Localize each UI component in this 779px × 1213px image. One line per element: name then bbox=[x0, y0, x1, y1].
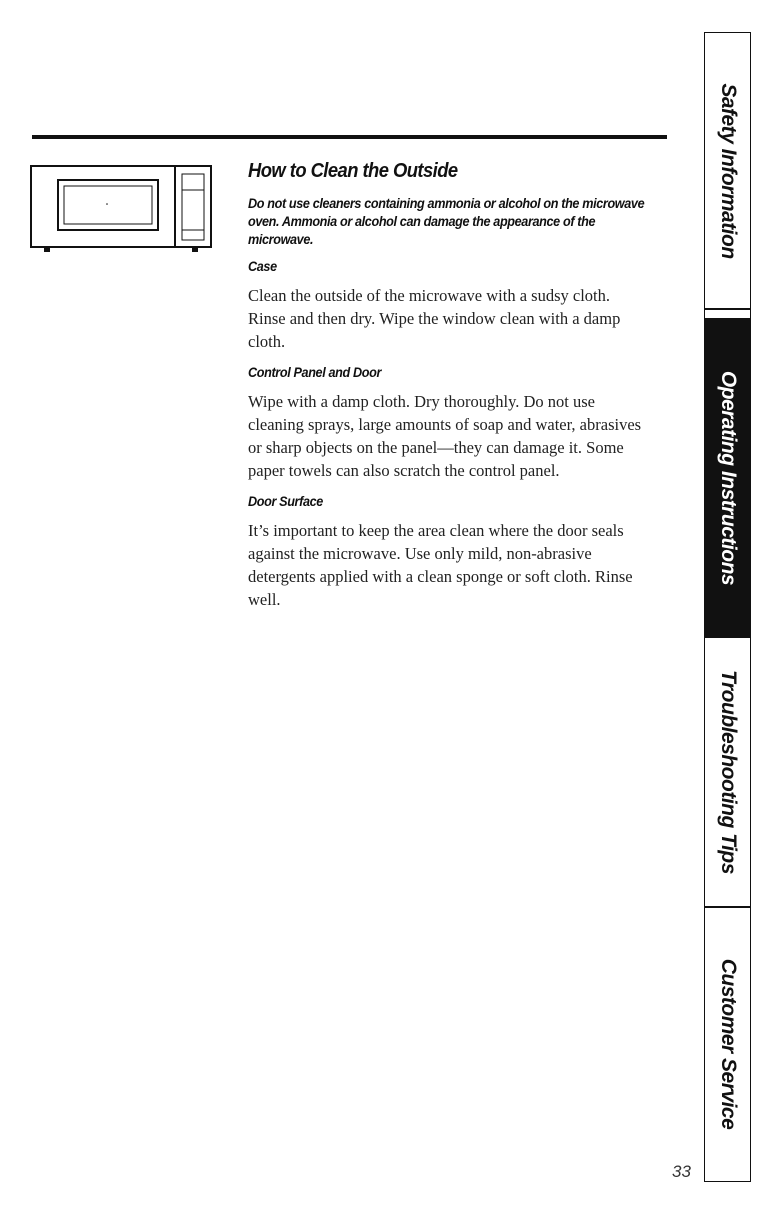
tab-label: Safety Information bbox=[716, 82, 740, 259]
subsection-door-surface bbox=[248, 494, 668, 611]
subsection-control-panel bbox=[248, 365, 668, 482]
section-title: How to Clean the Outside bbox=[248, 160, 458, 182]
microwave-oven-icon bbox=[26, 160, 216, 260]
subsection-case bbox=[248, 259, 668, 353]
tab-divider bbox=[705, 308, 750, 310]
subsection-text: It’s important to keep the area clean where the door seals against the microwave. Use only mild, non-abrasive detergents applied with a clean sponge or soft cloth. Rinse well. bbox=[248, 521, 633, 609]
section-rule bbox=[32, 135, 667, 139]
page-number: 33 bbox=[672, 1162, 691, 1181]
tab-label: Operating Instructions bbox=[716, 370, 740, 586]
subsection-text: Wipe with a damp cloth. Dry thoroughly. Do not use cleaning sprays, large amounts of soap and water, abrasives or sharp objects on the panel—they can damage it. Some paper towels can also scratch the control panel. bbox=[248, 392, 642, 480]
tab-label: Customer Service bbox=[716, 958, 740, 1130]
main-content bbox=[248, 160, 668, 623]
ammonia-warning: Do not use cleaners containing ammonia or alcohol on the microwave oven. Ammonia or alcohol can damage the appearance of the microwave. bbox=[248, 196, 645, 247]
subsection-text: Clean the outside of the microwave with a sudsy cloth. Rinse and then dry. Wipe the window clean with a damp cloth. bbox=[248, 286, 621, 351]
tab-safety-information[interactable] bbox=[705, 33, 750, 308]
subsection-heading: Door Surface bbox=[248, 494, 323, 509]
tab-label: Troubleshooting Tips bbox=[716, 670, 740, 874]
section-tabs-sidebar bbox=[704, 32, 751, 1182]
tab-customer-service[interactable] bbox=[705, 908, 750, 1180]
tab-troubleshooting-tips[interactable] bbox=[705, 638, 750, 906]
subsection-heading: Control Panel and Door bbox=[248, 365, 382, 380]
subsection-heading: Case bbox=[248, 259, 277, 274]
tab-operating-instructions[interactable] bbox=[705, 318, 750, 638]
